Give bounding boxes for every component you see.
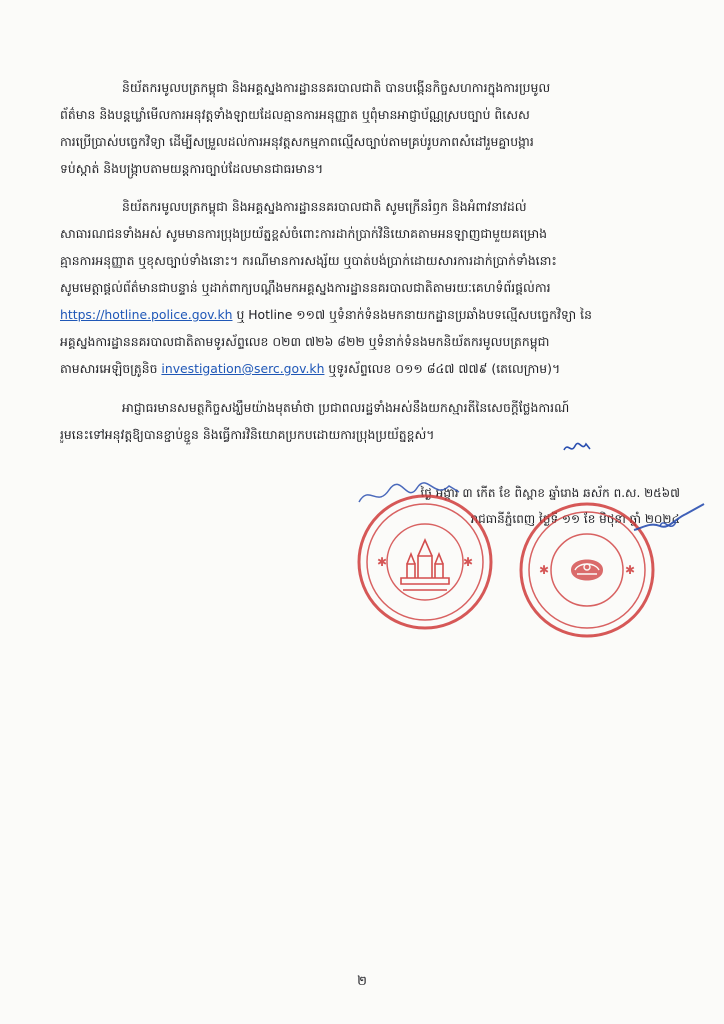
paragraph-2-line: សូមមេត្តាផ្ដល់ព័ត៌មានជាបន្ទាន់ ឬដាក់ពាក្យបណ្ដឹងមកអគ្គស្នងការដ្ឋាននគរបាលជាតិតាមរយៈគេហទំព័រផ្ដល់ការ bbox=[60, 280, 551, 295]
svg-text:✱: ✱ bbox=[463, 555, 474, 569]
svg-text:✱: ✱ bbox=[539, 563, 550, 577]
paragraph-2-line bbox=[60, 355, 670, 382]
solar-date: រាជធានីភ្នំពេញ ថ្ងៃទី ១១ ខែ មិថុនា ឆ្នាំ ២០២៤ bbox=[470, 512, 680, 526]
paragraph-3-line: អាជ្ញាធរមានសមត្ថកិច្ចសង្ឃឹមយ៉ាងមុតមាំថា ប្រជាពលរដ្ឋទាំងអស់នឹងយកស្មារតីនៃសេចក្ដីថ្លែងការណ៍ bbox=[122, 400, 570, 415]
initial-mark-signature bbox=[562, 440, 592, 456]
lunar-date: ថ្ងៃ អង្គារ ៣ កើត ខែ ពិស្ពាខ ឆ្នាំរោង ឆស័ក ព.ស. ២៥៦៧ bbox=[420, 486, 680, 500]
paragraph-2-line: គ្មានការអនុញ្ញាត ឬខុសច្បាប់ទាំងនោះ។ ករណីមានការសង្ស័យ ឬបាត់បង់ប្រាក់ដោយសារការដាក់ប្រាក់ទាំងនោះ bbox=[60, 253, 557, 268]
serc-official-seal bbox=[355, 492, 495, 632]
paragraph-1-line: និយ័តករមូលបត្រកម្ពុជា និងអគ្គស្នងការដ្ឋាននគរបាលជាតិ បានបង្កើនកិច្ចសហការក្នុងការប្រមូល bbox=[122, 80, 551, 95]
paragraph-2 bbox=[60, 193, 670, 382]
page-number: ២ bbox=[357, 974, 367, 989]
hotline-link[interactable]: https://hotline.police.gov.kh bbox=[60, 307, 233, 322]
email-suffix: ឬទូរស័ព្ទលេខ ០១១ ៨៤៧ ៧៧៩ (តេលេក្រាម)។ bbox=[324, 361, 561, 376]
paragraph-1-line: ទប់ស្កាត់ និងបង្ក្រាបតាមយន្តការច្បាប់ដែលមានជាធរមាន។ bbox=[60, 161, 324, 176]
svg-text:✱: ✱ bbox=[377, 555, 388, 569]
paragraph-3-line: រួមនេះទៅអនុវត្តឱ្យបានខ្ជាប់ខ្ជួន និងធ្វើការវិនិយោគប្រកបដោយការប្រុងប្រយ័ត្នខ្ពស់។ bbox=[60, 427, 435, 442]
paragraph-1 bbox=[60, 74, 670, 182]
left-signature bbox=[355, 478, 465, 512]
paragraph-2-line: និយ័តករមូលបត្រកម្ពុជា និងអគ្គស្នងការដ្ឋាននគរបាលជាតិ សូមក្រើនរំឭក និងអំពាវនាវដល់ bbox=[122, 199, 527, 214]
email-link[interactable]: investigation@serc.gov.kh bbox=[161, 361, 325, 376]
paragraph-2-line: សាធារណជនទាំងអស់ សូមមានការប្រុងប្រយ័ត្នខ្ពស់ចំពោះការដាក់ប្រាក់វិនិយោគតាមអនឡាញជាមួយគម្រោង bbox=[60, 226, 547, 241]
paragraph-1-line: ការប្រើប្រាស់បច្ចេកវិទ្យា ដើម្បីសម្រួលដល់ការអនុវត្តសកម្មភាពល្មើសច្បាប់តាមគ្រប់រូបភាពសំដៅរួមគ្នាបង្ការ bbox=[60, 134, 534, 149]
hotline-text: ឬ Hotline ១១៧ ឬទំនាក់ទំនងមកនាយកដ្ឋានប្រឆាំងបទល្មើសបច្ចេកវិទ្យា នៃ bbox=[232, 307, 592, 322]
paragraph-2-line bbox=[60, 301, 670, 328]
paragraph-2-line: អគ្គស្នងការដ្ឋាននគរបាលជាតិតាមទូរស័ព្ទលេខ ០២៣ ៧២៦ ៨២២ ឬទំនាក់ទំនងមកនិយ័តករមូលបត្រកម្ពុជា bbox=[60, 334, 550, 349]
right-signature bbox=[630, 500, 710, 540]
email-prefix: តាមសារអេឡិចត្រូនិច bbox=[60, 361, 162, 376]
paragraph-1-line: ព័ត៌មាន និងបន្តឃ្លាំមើលការអនុវត្តទាំងឡាយដែលគ្មានការអនុញ្ញាត ឬពុំមានអាជ្ញាប័ណ្ណស្របច្បាប់ ពិសេស bbox=[60, 107, 530, 122]
svg-text:✱: ✱ bbox=[625, 563, 636, 577]
